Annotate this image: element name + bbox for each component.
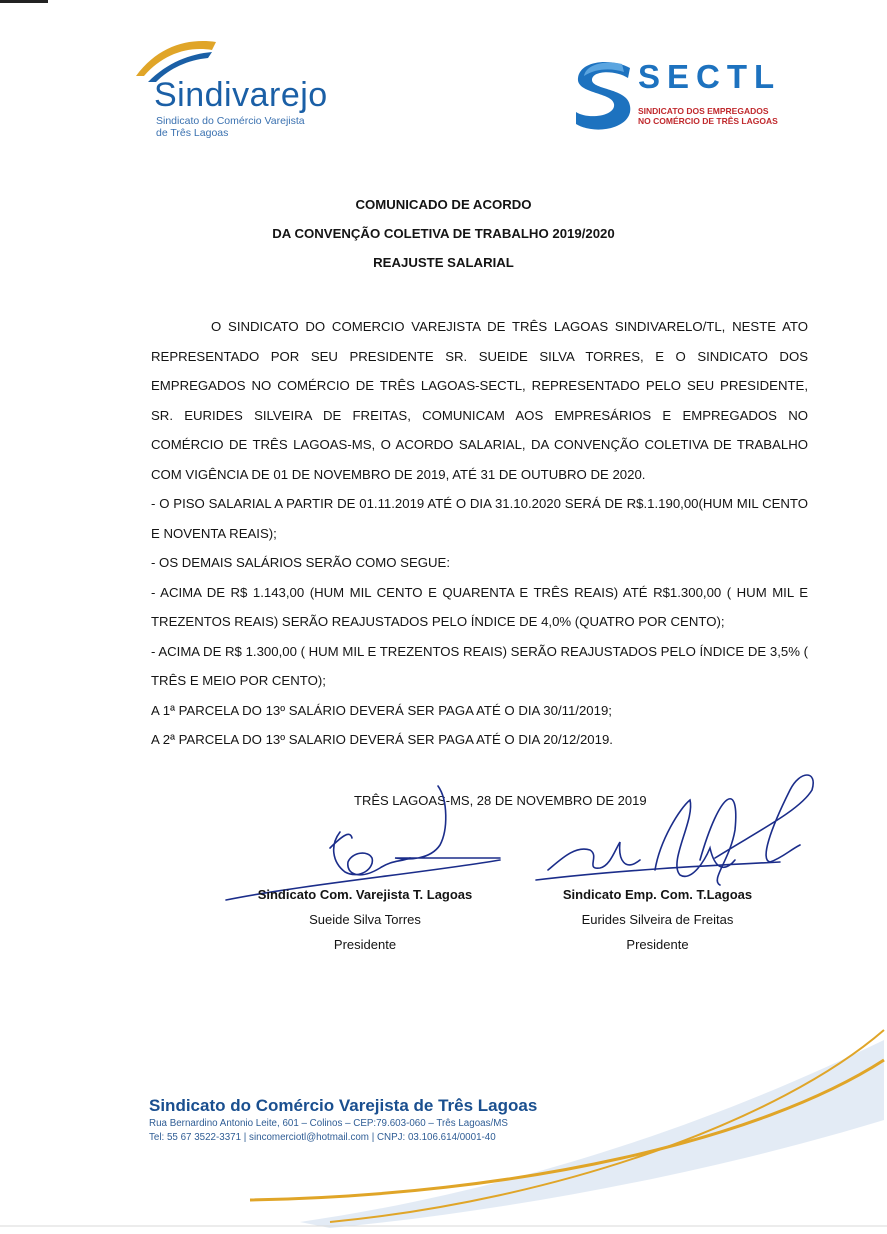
footer-address: Rua Bernardino Antonio Leite, 601 – Colinos – CEP:79.603-060 – Três Lagoas/MS — [149, 1118, 508, 1129]
title-line-2: DA CONVENÇÃO COLETIVA DE TRABALHO 2019/2020 — [272, 226, 615, 241]
footer-org-name: Sindicato do Comércio Varejista de Três Lagoas — [149, 1096, 538, 1115]
sindivarejo-subtitle-line2: de Três Lagoas — [156, 127, 229, 139]
sindivarejo-subtitle-line1: Sindicato do Comércio Varejista — [156, 115, 305, 127]
parcela-1-paragraph: A 1ª PARCELA DO 13º SALÁRIO DEVERÁ SER PAGA ATÉ O DIA 30/11/2019; — [151, 702, 612, 718]
sindivarejo-logo-name: Sindivarejo — [154, 76, 328, 114]
faixa-2-paragraph: - ACIMA DE R$ 1.300,00 ( HUM MIL E TREZENTOS REAIS) SERÃO REAJUSTADOS PELO ÍNDICE DE 3,5% ( TRÊS E MEIO POR CENTO); — [151, 643, 808, 688]
sectl-logo-name: SECTL — [638, 58, 782, 95]
demais-salarios-paragraph: - OS DEMAIS SALÁRIOS SERÃO COMO SEGUE: — [151, 555, 450, 570]
piso-salarial-paragraph: - O PISO SALARIAL A PARTIR DE 01.11.2019 ATÉ O DIA 31.10.2020 SERÁ DE R$.1.190,00(HUM MIL CENTO E NOVENTA REAIS); — [151, 496, 808, 541]
signatory-role-right: Presidente — [626, 937, 689, 952]
intro-paragraph: O SINDICATO DO COMERCIO VAREJISTA DE TRÊS LAGOAS SINDIVARELO/TL, NESTE ATO REPRESENTADO POR SEU PRESIDENTE SR. SUEIDE SILVA TORRES, E O SINDICATO DOS EMPREGADOS NO COMÉRCIO DE TRÊS LAGOAS-SECTL, REPRESENTADO PELO SEU PRESIDENTE, SR. EURIDES SILVEIRA DE FREITAS, COMUNICAM AOS EMPRESÁRIOS E EMPREGADOS NO COMÉRCIO DE TRÊS LAGOAS-MS, O ACORDO SALARIAL, DA CONVENÇÃO COLETIVA DE TRABALHO COM VIGÊNCIA DE 01 DE NOVEMBRO DE 2019, ATÉ 31 DE OUTUBRO DE 2020. — [151, 319, 808, 482]
signatory-role-left: Presidente — [333, 937, 397, 952]
sectl-subtitle-line1: SINDICATO DOS EMPREGADOS — [638, 106, 769, 116]
title-line-1: COMUNICADO DE ACORDO — [355, 197, 532, 212]
title-line-3: REAJUSTE SALARIAL — [373, 255, 514, 270]
sectl-subtitle-line2: NO COMÉRCIO DE TRÊS LAGOAS — [638, 116, 778, 126]
signatory-org-left: Sindicato Com. Varejista T. Lagoas — [257, 887, 473, 902]
footer — [149, 1095, 537, 1145]
footer-contact: Tel: 55 67 3522-3371 | sincomerciotl@hotmail.com | CNPJ: 03.106.614/0001-40 — [149, 1132, 496, 1143]
signatory-name-right: Eurides Silveira de Freitas — [581, 912, 734, 927]
parcela-2-paragraph: A 2ª PARCELA DO 13º SALARIO DEVERÁ SER PAGA ATÉ O DIA 20/12/2019. — [151, 732, 613, 747]
faixa-1-paragraph: - ACIMA DE R$ 1.143,00 (HUM MIL CENTO E QUARENTA E TRÊS REAIS) ATÉ R$1.300,00 ( HUM MIL E TREZENTOS REAIS) SERÃO REAJUSTADOS PELO ÍNDICE DE 4,0% (QUATRO POR CENTO); — [151, 584, 808, 629]
signatory-name-left: Sueide Silva Torres — [309, 912, 421, 927]
place-and-date: TRÊS LAGOAS-MS, 28 DE NOVEMBRO DE 2019 — [354, 793, 647, 808]
signatory-org-right: Sindicato Emp. Com. T.Lagoas — [562, 887, 753, 902]
